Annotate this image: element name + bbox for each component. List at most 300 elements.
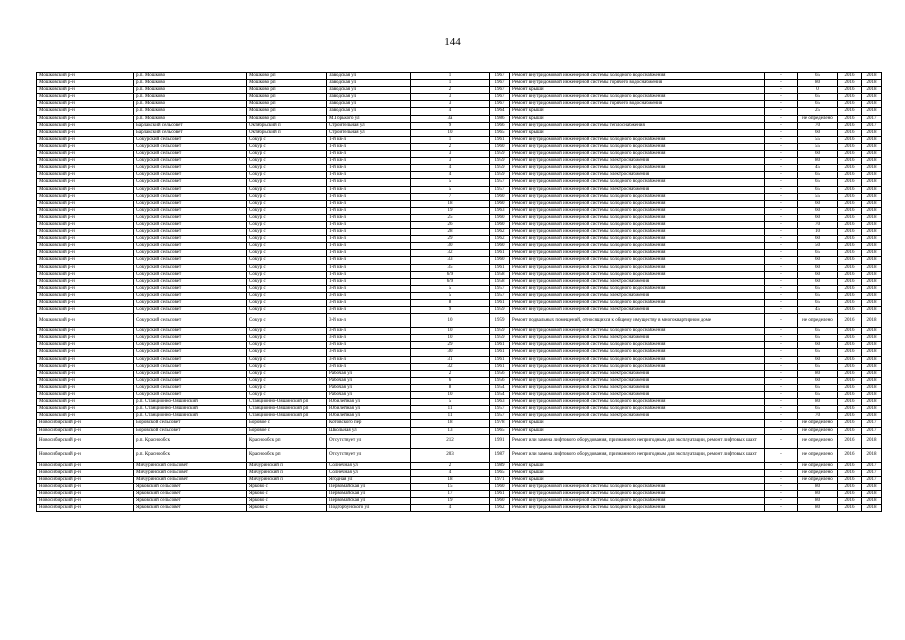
wear-cell: 65 — [798, 292, 838, 299]
work-type-cell: Ремонт внутридомовой инженерной системы электроснабжения — [510, 384, 765, 391]
end-year-cell: 2018 — [862, 328, 882, 335]
municipality-cell: Сокурский сельсовет — [134, 335, 247, 342]
wear-cell: 80 — [798, 505, 838, 512]
work-type-cell: Ремонт внутридомовой инженерной системы холодного водоснабжения — [510, 257, 765, 264]
year-cell: 1956 — [490, 370, 510, 377]
wear-cell: не определено — [798, 420, 838, 427]
year-cell: 1989 — [490, 462, 510, 469]
district-cell: Мошковский р-н — [37, 349, 134, 356]
municipality-cell: Сокурский сельсовет — [134, 221, 247, 228]
municipality-cell: Сокурский сельсовет — [134, 214, 247, 221]
end-year-cell: 2018 — [862, 80, 882, 87]
dash-cell: - — [765, 87, 798, 94]
table-row — [37, 236, 882, 243]
year-cell: 1960 — [490, 214, 510, 221]
dash-cell: - — [765, 392, 798, 399]
start-year-cell: 2016 — [838, 250, 862, 257]
house-cell: 9 — [411, 122, 490, 129]
table-row — [37, 490, 882, 497]
year-cell: 1960 — [490, 221, 510, 228]
end-year-cell: 2018 — [862, 229, 882, 236]
year-cell: 1961 — [490, 300, 510, 307]
end-year-cell: 2018 — [862, 363, 882, 370]
municipality-cell: Сокурский сельсовет — [134, 143, 247, 150]
year-cell: 1959 — [490, 314, 510, 328]
district-cell: Мошковский р-н — [37, 172, 134, 179]
work-type-cell: Ремонт внутридомовой инженерной системы холодного водоснабжения — [510, 250, 765, 257]
district-cell: Новосибирский р-н — [37, 469, 134, 476]
start-year-cell: 2016 — [838, 462, 862, 469]
start-year-cell: 2016 — [838, 434, 862, 448]
end-year-cell: 2018 — [862, 307, 882, 314]
work-type-cell: Ремонт крыши — [510, 108, 765, 115]
municipality-cell: Сокурский сельсовет — [134, 349, 247, 356]
work-type-cell: Ремонт внутридомовой инженерной системы электроснабжения — [510, 158, 765, 165]
house-cell: 3а — [411, 115, 490, 122]
settlement-cell: Сокур с — [247, 236, 327, 243]
municipality-cell: р.п. Станционно-Ояшинский — [134, 406, 247, 413]
table-row — [37, 115, 882, 122]
house-cell: 9 — [411, 307, 490, 314]
dash-cell: - — [765, 94, 798, 101]
house-cell: 10 — [411, 314, 490, 328]
settlement-cell: Ярково с — [247, 490, 327, 497]
work-type-cell: Ремонт внутридомовой инженерной системы холодного водоснабжения — [510, 406, 765, 413]
settlement-cell: Мошково рп — [247, 115, 327, 122]
end-year-cell: 2018 — [862, 143, 882, 150]
dash-cell: - — [765, 462, 798, 469]
work-type-cell: Ремонт внутридомовой инженерной системы электроснабжения — [510, 307, 765, 314]
start-year-cell: 2016 — [838, 151, 862, 158]
work-type-cell: Ремонт внутридомовой инженерной системы холодного водоснабжения — [510, 349, 765, 356]
house-cell: 6/9 — [411, 278, 490, 285]
table-row — [37, 243, 882, 250]
house-cell: 13 — [411, 427, 490, 434]
wear-cell: 80 — [798, 483, 838, 490]
year-cell: 1960 — [490, 483, 510, 490]
dash-cell: - — [765, 356, 798, 363]
year-cell: 1960 — [490, 243, 510, 250]
settlement-cell: Сокур с — [247, 377, 327, 384]
municipality-cell: Сокурский сельсовет — [134, 250, 247, 257]
start-year-cell: 2016 — [838, 221, 862, 228]
table-row — [37, 179, 882, 186]
year-cell: 1961 — [490, 490, 510, 497]
settlement-cell: Сокур с — [247, 349, 327, 356]
start-year-cell: 2016 — [838, 370, 862, 377]
settlement-cell: Краснообск рп — [247, 448, 327, 462]
settlement-cell: Сокур с — [247, 229, 327, 236]
district-cell: Мошковский р-н — [37, 271, 134, 278]
house-cell: 4 — [411, 172, 490, 179]
street-cell: Первомайская ул — [327, 498, 411, 505]
street-cell: 1-й кв-л — [327, 221, 411, 228]
wear-cell: не определено — [798, 462, 838, 469]
dash-cell: - — [765, 229, 798, 236]
start-year-cell: 2016 — [838, 406, 862, 413]
table-row — [37, 448, 882, 462]
table-row — [37, 108, 882, 115]
municipality-cell: р.п. Мошково — [134, 73, 247, 80]
year-cell: 1959 — [490, 172, 510, 179]
street-cell: 1-й кв-л — [327, 243, 411, 250]
end-year-cell: 2018 — [862, 101, 882, 108]
year-cell: 1967 — [490, 80, 510, 87]
dash-cell: - — [765, 115, 798, 122]
end-year-cell: 2018 — [862, 236, 882, 243]
house-cell: 31 — [411, 356, 490, 363]
start-year-cell: 2016 — [838, 200, 862, 207]
district-cell: Новосибирский р-н — [37, 483, 134, 490]
street-cell: 1-й кв-л — [327, 143, 411, 150]
street-cell: 1-й кв-л — [327, 186, 411, 193]
dash-cell: - — [765, 420, 798, 427]
end-year-cell: 2018 — [862, 370, 882, 377]
wear-cell: 60 — [798, 342, 838, 349]
work-type-cell: Ремонт внутридомовой инженерной системы холодного водоснабжения — [510, 300, 765, 307]
street-cell: 3-й кв-л — [327, 300, 411, 307]
page-number: 144 — [444, 36, 461, 48]
table-row — [37, 384, 882, 391]
wear-cell: 80 — [798, 498, 838, 505]
street-cell: Солнечная ул — [327, 469, 411, 476]
house-cell: 1 — [411, 80, 490, 87]
end-year-cell: 2018 — [862, 186, 882, 193]
settlement-cell: Сокур с — [247, 193, 327, 200]
work-type-cell: Ремонт внутридомовой инженерной системы холодного водоснабжения — [510, 399, 765, 406]
table-row — [37, 165, 882, 172]
district-cell: Мошковский р-н — [37, 158, 134, 165]
dash-cell: - — [765, 221, 798, 228]
street-cell: 1-й кв-л — [327, 172, 411, 179]
wear-cell: 65 — [798, 250, 838, 257]
end-year-cell: 2018 — [862, 490, 882, 497]
year-cell: 1957 — [490, 413, 510, 420]
wear-cell: 60 — [798, 271, 838, 278]
street-cell: Заводская ул — [327, 87, 411, 94]
house-cell: 212 — [411, 434, 490, 448]
year-cell: 1960 — [490, 200, 510, 207]
wear-cell: 70 — [798, 413, 838, 420]
start-year-cell: 2016 — [838, 179, 862, 186]
dash-cell: - — [765, 165, 798, 172]
end-year-cell: 2018 — [862, 434, 882, 448]
municipality-cell: Сокурский сельсовет — [134, 384, 247, 391]
dash-cell: - — [765, 413, 798, 420]
district-cell: Новосибирский р-н — [37, 505, 134, 512]
table-row — [37, 377, 882, 384]
end-year-cell: 2018 — [862, 129, 882, 136]
table-row — [37, 172, 882, 179]
end-year-cell: 2018 — [862, 151, 882, 158]
street-cell: Рабочая ул — [327, 384, 411, 391]
house-cell: 2 — [411, 87, 490, 94]
wear-cell: 80 — [798, 370, 838, 377]
house-cell: 28 — [411, 229, 490, 236]
table-row — [37, 363, 882, 370]
start-year-cell: 2016 — [838, 165, 862, 172]
street-cell: Отсутствует ул — [327, 434, 411, 448]
start-year-cell: 2016 — [838, 384, 862, 391]
wear-cell: 60 — [798, 377, 838, 384]
district-cell: Мошковский р-н — [37, 136, 134, 143]
street-cell: 3-й кв-л — [327, 356, 411, 363]
start-year-cell: 2016 — [838, 143, 862, 150]
work-type-cell: Ремонт или замена лифтового оборудования, признанного непригодным для эксплуатации, ремонт лифтовых шахт — [510, 434, 765, 448]
district-cell: Мошковский р-н — [37, 94, 134, 101]
work-type-cell: Ремонт внутридомовой инженерной системы электроснабжения — [510, 370, 765, 377]
start-year-cell: 2016 — [838, 342, 862, 349]
year-cell: 1958 — [490, 271, 510, 278]
year-cell: 1954 — [490, 384, 510, 391]
table-row — [37, 73, 882, 80]
year-cell: 1991 — [490, 434, 510, 448]
start-year-cell: 2016 — [838, 392, 862, 399]
district-cell: Новосибирский р-н — [37, 462, 134, 469]
wear-cell: 60 — [798, 214, 838, 221]
street-cell: 3-й кв-л — [327, 285, 411, 292]
wear-cell: 65 — [798, 392, 838, 399]
year-cell: 1966 — [490, 122, 510, 129]
municipality-cell: р.п. Мошково — [134, 101, 247, 108]
municipality-cell: Сокурский сельсовет — [134, 207, 247, 214]
municipality-cell: Ярковский сельсовет — [134, 505, 247, 512]
end-year-cell: 2018 — [862, 399, 882, 406]
table-row — [37, 406, 882, 413]
work-type-cell: Ремонт внутридомовой инженерной системы холодного водоснабжения — [510, 271, 765, 278]
start-year-cell: 2016 — [838, 314, 862, 328]
end-year-cell: 2018 — [862, 342, 882, 349]
end-year-cell: 2018 — [862, 136, 882, 143]
dash-cell: - — [765, 314, 798, 328]
table-row — [37, 413, 882, 420]
work-type-cell: Ремонт внутридомовой инженерной системы холодного водоснабжения — [510, 143, 765, 150]
work-type-cell: Ремонт внутридомовой инженерной системы теплоснабжения — [510, 122, 765, 129]
house-cell: 11 — [411, 413, 490, 420]
table-row — [37, 200, 882, 207]
municipality-cell: Сокурский сельсовет — [134, 179, 247, 186]
settlement-cell: Октябрьский п — [247, 129, 327, 136]
dash-cell: - — [765, 200, 798, 207]
end-year-cell: 2018 — [862, 87, 882, 94]
start-year-cell: 2016 — [838, 271, 862, 278]
settlement-cell: Сокур с — [247, 136, 327, 143]
municipality-cell: Сокурский сельсовет — [134, 165, 247, 172]
year-cell: 1962 — [490, 236, 510, 243]
start-year-cell: 2016 — [838, 483, 862, 490]
dash-cell: - — [765, 73, 798, 80]
settlement-cell: Боровое с — [247, 420, 327, 427]
house-cell: 10 — [411, 129, 490, 136]
year-cell: 1959 — [490, 307, 510, 314]
dash-cell: - — [765, 498, 798, 505]
year-cell: 1961 — [490, 136, 510, 143]
settlement-cell: Мошково рп — [247, 87, 327, 94]
municipality-cell: Сокурский сельсовет — [134, 236, 247, 243]
work-type-cell: Ремонт внутридомовой инженерной системы холодного водоснабжения — [510, 236, 765, 243]
work-type-cell: Ремонт внутридомовой инженерной системы электроснабжения — [510, 292, 765, 299]
wear-cell: не определено — [798, 434, 838, 448]
district-cell: Новосибирский р-н — [37, 490, 134, 497]
house-cell: 11 — [411, 406, 490, 413]
district-cell: Мошковский р-н — [37, 200, 134, 207]
wear-cell: 65 — [798, 172, 838, 179]
street-cell: Юбилейная ул — [327, 406, 411, 413]
year-cell: 1957 — [490, 186, 510, 193]
dash-cell: - — [765, 250, 798, 257]
year-cell: 1967 — [490, 73, 510, 80]
wear-cell: 50 — [798, 243, 838, 250]
work-type-cell: Ремонт внутридомовой инженерной системы холодного водоснабжения — [510, 151, 765, 158]
street-cell: Рабочая ул — [327, 392, 411, 399]
municipality-cell: р.п. Мошково — [134, 115, 247, 122]
year-cell: 1958 — [490, 278, 510, 285]
table-row — [37, 94, 882, 101]
table-row — [37, 483, 882, 490]
dash-cell: - — [765, 490, 798, 497]
house-cell: 10 — [411, 328, 490, 335]
street-cell: Строительная ул — [327, 122, 411, 129]
wear-cell: 65 — [798, 363, 838, 370]
wear-cell: 65 — [798, 73, 838, 80]
municipality-cell: Сокурский сельсовет — [134, 363, 247, 370]
table-row — [37, 214, 882, 221]
dash-cell: - — [765, 179, 798, 186]
start-year-cell: 2016 — [838, 158, 862, 165]
house-cell: 5 — [411, 186, 490, 193]
start-year-cell: 2016 — [838, 328, 862, 335]
municipality-cell: Сокурский сельсовет — [134, 271, 247, 278]
work-type-cell: Ремонт внутридомовой инженерной системы холодного водоснабжения — [510, 342, 765, 349]
wear-cell: 45 — [798, 165, 838, 172]
work-type-cell: Ремонт внутридомовой инженерной системы холодного водоснабжения — [510, 214, 765, 221]
table-row — [37, 349, 882, 356]
end-year-cell: 2018 — [862, 179, 882, 186]
wear-cell: 80 — [798, 158, 838, 165]
house-cell: 203 — [411, 448, 490, 462]
district-cell: Мошковский р-н — [37, 292, 134, 299]
dash-cell: - — [765, 129, 798, 136]
end-year-cell: 2018 — [862, 94, 882, 101]
wear-cell: 60 — [798, 236, 838, 243]
table-row — [37, 193, 882, 200]
street-cell: 1-й кв-л — [327, 278, 411, 285]
settlement-cell: Сокур с — [247, 165, 327, 172]
street-cell: 3-й кв-л — [327, 314, 411, 328]
district-cell: Новосибирский р-н — [37, 434, 134, 448]
year-cell: 1986 — [490, 115, 510, 122]
end-year-cell: 2018 — [862, 271, 882, 278]
table-row — [37, 143, 882, 150]
work-type-cell: Ремонт подвальных помещений, относящихся к общему имуществу в многоквартирном доме — [510, 314, 765, 328]
end-year-cell: 2018 — [862, 250, 882, 257]
house-cell: 3 — [411, 151, 490, 158]
settlement-cell: Мичуринский п — [247, 476, 327, 483]
district-cell: Мошковский р-н — [37, 87, 134, 94]
end-year-cell: 2017 — [862, 420, 882, 427]
start-year-cell: 2016 — [838, 129, 862, 136]
district-cell: Мошковский р-н — [37, 151, 134, 158]
house-cell: 10 — [411, 335, 490, 342]
year-cell: 1967 — [490, 87, 510, 94]
wear-cell: 60 — [798, 200, 838, 207]
work-type-cell: Ремонт крыши — [510, 87, 765, 94]
end-year-cell: 2018 — [862, 384, 882, 391]
start-year-cell: 2016 — [838, 186, 862, 193]
dash-cell: - — [765, 143, 798, 150]
table-row — [37, 278, 882, 285]
house-cell: 6 — [411, 377, 490, 384]
settlement-cell: Сокур с — [247, 221, 327, 228]
wear-cell: 55 — [798, 193, 838, 200]
end-year-cell: 2018 — [862, 377, 882, 384]
street-cell: Строительная ул — [327, 129, 411, 136]
year-cell: 1961 — [490, 356, 510, 363]
start-year-cell: 2016 — [838, 349, 862, 356]
street-cell: Рабочая ул — [327, 377, 411, 384]
settlement-cell: Сокур с — [247, 356, 327, 363]
house-cell: 19 — [411, 498, 490, 505]
municipality-cell: Сокурский сельсовет — [134, 193, 247, 200]
municipality-cell: Ярковский сельсовет — [134, 490, 247, 497]
start-year-cell: 2016 — [838, 243, 862, 250]
work-type-cell: Ремонт внутридомовой инженерной системы холодного водоснабжения — [510, 165, 765, 172]
wear-cell: 80 — [798, 490, 838, 497]
year-cell: 1963 — [490, 399, 510, 406]
table-row — [37, 292, 882, 299]
wear-cell: не определено — [798, 314, 838, 328]
start-year-cell: 2016 — [838, 476, 862, 483]
street-cell: 3-й кв-л — [327, 307, 411, 314]
settlement-cell: Сокур с — [247, 363, 327, 370]
house-cell: 18 — [411, 420, 490, 427]
settlement-cell: Сокур с — [247, 314, 327, 328]
table-row — [37, 342, 882, 349]
work-type-cell: Ремонт крыши — [510, 427, 765, 434]
house-cell: 29 — [411, 342, 490, 349]
table-row — [37, 87, 882, 94]
municipality-cell: Сокурский сельсовет — [134, 342, 247, 349]
work-type-cell: Ремонт внутридомовой инженерной системы электроснабжения — [510, 186, 765, 193]
wear-cell: не определено — [798, 476, 838, 483]
wear-cell: не определено — [798, 469, 838, 476]
house-cell: 35 — [411, 264, 490, 271]
street-cell: Подгорбунского ул — [327, 505, 411, 512]
dash-cell: - — [765, 257, 798, 264]
table-row — [37, 307, 882, 314]
table-row — [37, 207, 882, 214]
end-year-cell: 2018 — [862, 285, 882, 292]
house-cell: 1 — [411, 73, 490, 80]
table-row — [37, 498, 882, 505]
end-year-cell: 2018 — [862, 505, 882, 512]
street-cell: 3-й кв-л — [327, 363, 411, 370]
table-row — [37, 469, 882, 476]
settlement-cell: Боровое с — [247, 427, 327, 434]
street-cell: Заводская ул — [327, 80, 411, 87]
end-year-cell: 2018 — [862, 314, 882, 328]
settlement-cell: Сокур с — [247, 370, 327, 377]
settlement-cell: Сокур с — [247, 207, 327, 214]
district-cell: Мошковский р-н — [37, 129, 134, 136]
dash-cell: - — [765, 448, 798, 462]
year-cell: 1964 — [490, 108, 510, 115]
dash-cell: - — [765, 271, 798, 278]
settlement-cell: Сокур с — [247, 214, 327, 221]
wear-cell: 65 — [798, 328, 838, 335]
year-cell: 1961 — [490, 363, 510, 370]
settlement-cell: Сокур с — [247, 186, 327, 193]
